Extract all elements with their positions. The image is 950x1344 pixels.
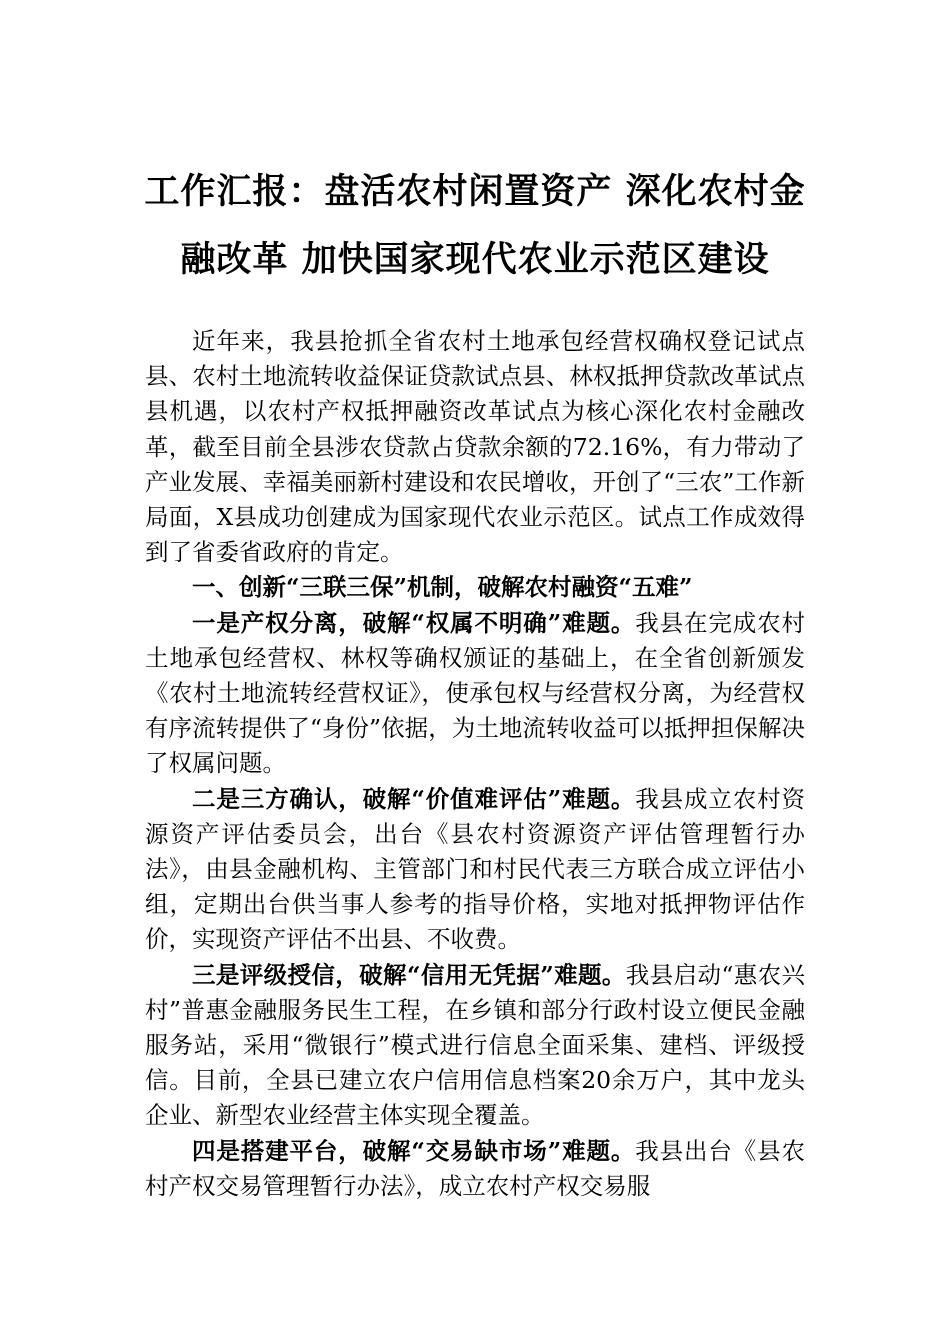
paragraph-2-text: 我县成立农村资源资产评估委员会，出台《县农村资源资产评估管理暂行办法》，由县金融机构、主管部门和村民代表三方联合成立评估小组，定期出台供当事人参考的指导价格，实地对抵押物评估作价，实现资产评估不出县、不收费。	[145, 784, 805, 954]
paragraph-4-lead: 四是搭建平台，破解“交易缺市场”难题。	[192, 1136, 636, 1165]
paragraph-3-text: 我县启动“惠农兴村”普惠金融服务民生工程，在乡镇和部分行政村设立便民金融服务站，采用“微银行”模式进行信息全面采集、建档、评级授信。目前，全县已建立农户信用信息档案20余万户，其中龙头企业、新型农业经营主体实现全覆盖。	[145, 960, 805, 1130]
document-title-line-2: 融改革 加快国家现代农业示范区建设	[180, 239, 770, 280]
intro-paragraph: 近年来，我县抢抓全省农村土地承包经营权确权登记试点县、农村土地流转收益保证贷款试点县、林权抵押贷款改革试点县机遇，以农村产权抵押融资改革试点为核心深化农村金融改革，截至目前全县涉农贷款占贷款余额的72.16%，有力带动了产业发展、幸福美丽新村建设和农民增收，开创了“三农”工作新局面，X县成功创建成为国家现代农业示范区。试点工作成效得到了省委省政府的肯定。	[145, 327, 805, 567]
document-title-line-1: 工作汇报：盘活农村闲置资产 深化农村金	[144, 171, 806, 212]
paragraph-3	[145, 958, 805, 1134]
paragraph-1	[145, 606, 805, 782]
paragraph-2	[145, 782, 805, 958]
paragraph-1-text: 我县在完成农村土地承包经营权、林权等确权颁证的基础上，在全省创新颁发《农村土地流转经营权证》，使承包权与经营权分离，为经营权有序流转提供了“身份”依据，为土地流转收益可以抵押担保解决了权属问题。	[145, 608, 805, 778]
document-body	[145, 324, 805, 1204]
section-heading: 一、创新“三联三保”机制，破解农村融资“五难”	[192, 573, 693, 602]
paragraph-4	[145, 1134, 805, 1204]
paragraph-1-lead: 一是产权分离，破解“权属不明确”难题。	[192, 608, 636, 637]
paragraph-3-lead: 三是评级授信，破解“信用无凭据”难题。	[192, 960, 626, 989]
paragraph-4-text: 我县出台《县农村产权交易管理暂行办法》，成立农村产权交易服	[145, 1136, 805, 1200]
paragraph-2-lead: 二是三方确认，破解“价值难评估”难题。	[192, 784, 636, 813]
